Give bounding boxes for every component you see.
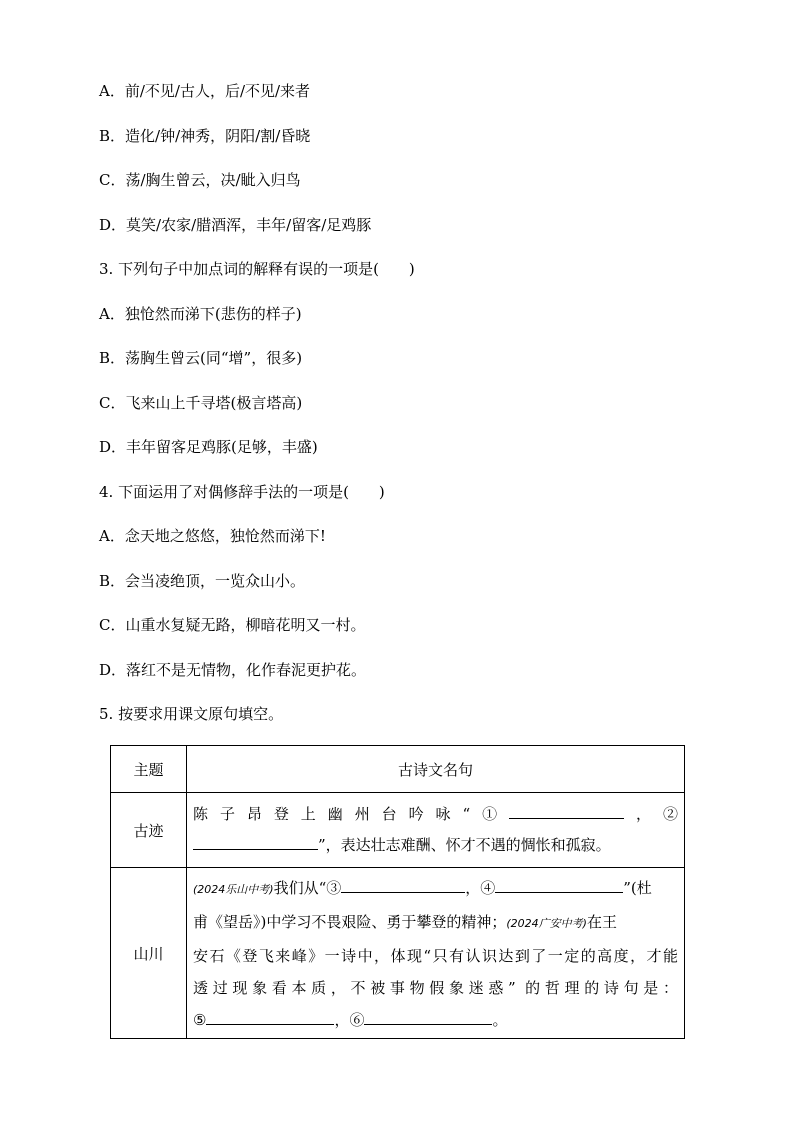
- q3-stem: 3. 下列句子中加点词的解释有误的一项是( ): [99, 260, 415, 278]
- q4-option-c: C．山重水复疑无路，柳暗花明又一村。: [99, 616, 366, 634]
- q3-option-a: A．独怆然而涕下(悲伤的样子): [99, 305, 302, 323]
- table-row-shanchuan: [111, 868, 685, 1039]
- shanchuan-line-1: (2024乐山中考)我们从“③ ，④ ”(杜: [193, 872, 678, 906]
- shanchuan-line-4: 透过现象看本质，不被事物假象迷惑” 的哲理的诗句是：: [193, 979, 678, 997]
- table-row-guji: [111, 793, 685, 868]
- blank-5[interactable]: [206, 1008, 334, 1025]
- header-lines: 古诗文名句: [187, 746, 685, 793]
- q4-option-b: B．会当凌绝顶，一览众山小。: [99, 572, 306, 590]
- blank-2[interactable]: [193, 833, 318, 850]
- theme-shanchuan: 山川: [111, 868, 187, 1039]
- q4-stem: 4. 下面运用了对偶修辞手法的一项是( ): [99, 483, 385, 501]
- blank-1[interactable]: [509, 802, 624, 819]
- table-header-row: [111, 746, 685, 793]
- q5-stem: 5. 按要求用课文原句填空。: [99, 705, 284, 723]
- content-guji: [187, 793, 685, 868]
- guji-line-2: ”，表达壮志难酬、怀才不遇的惆怅和孤寂。: [193, 830, 678, 861]
- shanchuan-line-5: ⑤ ，⑥ 。: [193, 1004, 678, 1036]
- header-theme: 主题: [111, 746, 187, 793]
- theme-guji: 古迹: [111, 793, 187, 868]
- q3-option-b: B．荡胸生曾云(同“增”，很多): [99, 349, 303, 367]
- guji-line-1: 陈子昂登上幽州台吟咏“① ，②: [193, 799, 678, 830]
- q4-option-a: A．念天地之悠悠，独怆然而涕下!: [99, 527, 326, 545]
- shanchuan-line-2: 甫《望岳》)中学习不畏艰险、勇于攀登的精神；(2024广安中考)在王: [193, 913, 617, 931]
- blank-3[interactable]: [341, 876, 465, 893]
- content-shanchuan: [187, 868, 685, 1039]
- blank-4[interactable]: [495, 876, 623, 893]
- q2-option-b: B．造化/钟/神秀，阴阳/割/昏晓: [99, 127, 311, 145]
- q2-option-a: A．前/不见/古人，后/不见/来者: [99, 82, 311, 100]
- shanchuan-line-3: 安石《登飞来峰》一诗中，体现“只有认识达到了一定的高度，才能: [193, 947, 678, 965]
- q3-option-c: C．飞来山上千寻塔(极言塔高): [99, 394, 303, 412]
- q2-option-c: C．荡/胸生曾云，决/眦入归鸟: [99, 171, 301, 189]
- poetry-fill-table: [110, 745, 685, 1039]
- q2-option-d: D．莫笑/农家/腊酒浑，丰年/留客/足鸡豚: [99, 216, 372, 234]
- blank-6[interactable]: [364, 1008, 492, 1025]
- q4-option-d: D．落红不是无情物，化作春泥更护花。: [99, 661, 367, 679]
- q3-option-d: D．丰年留客足鸡豚(足够，丰盛): [99, 438, 318, 456]
